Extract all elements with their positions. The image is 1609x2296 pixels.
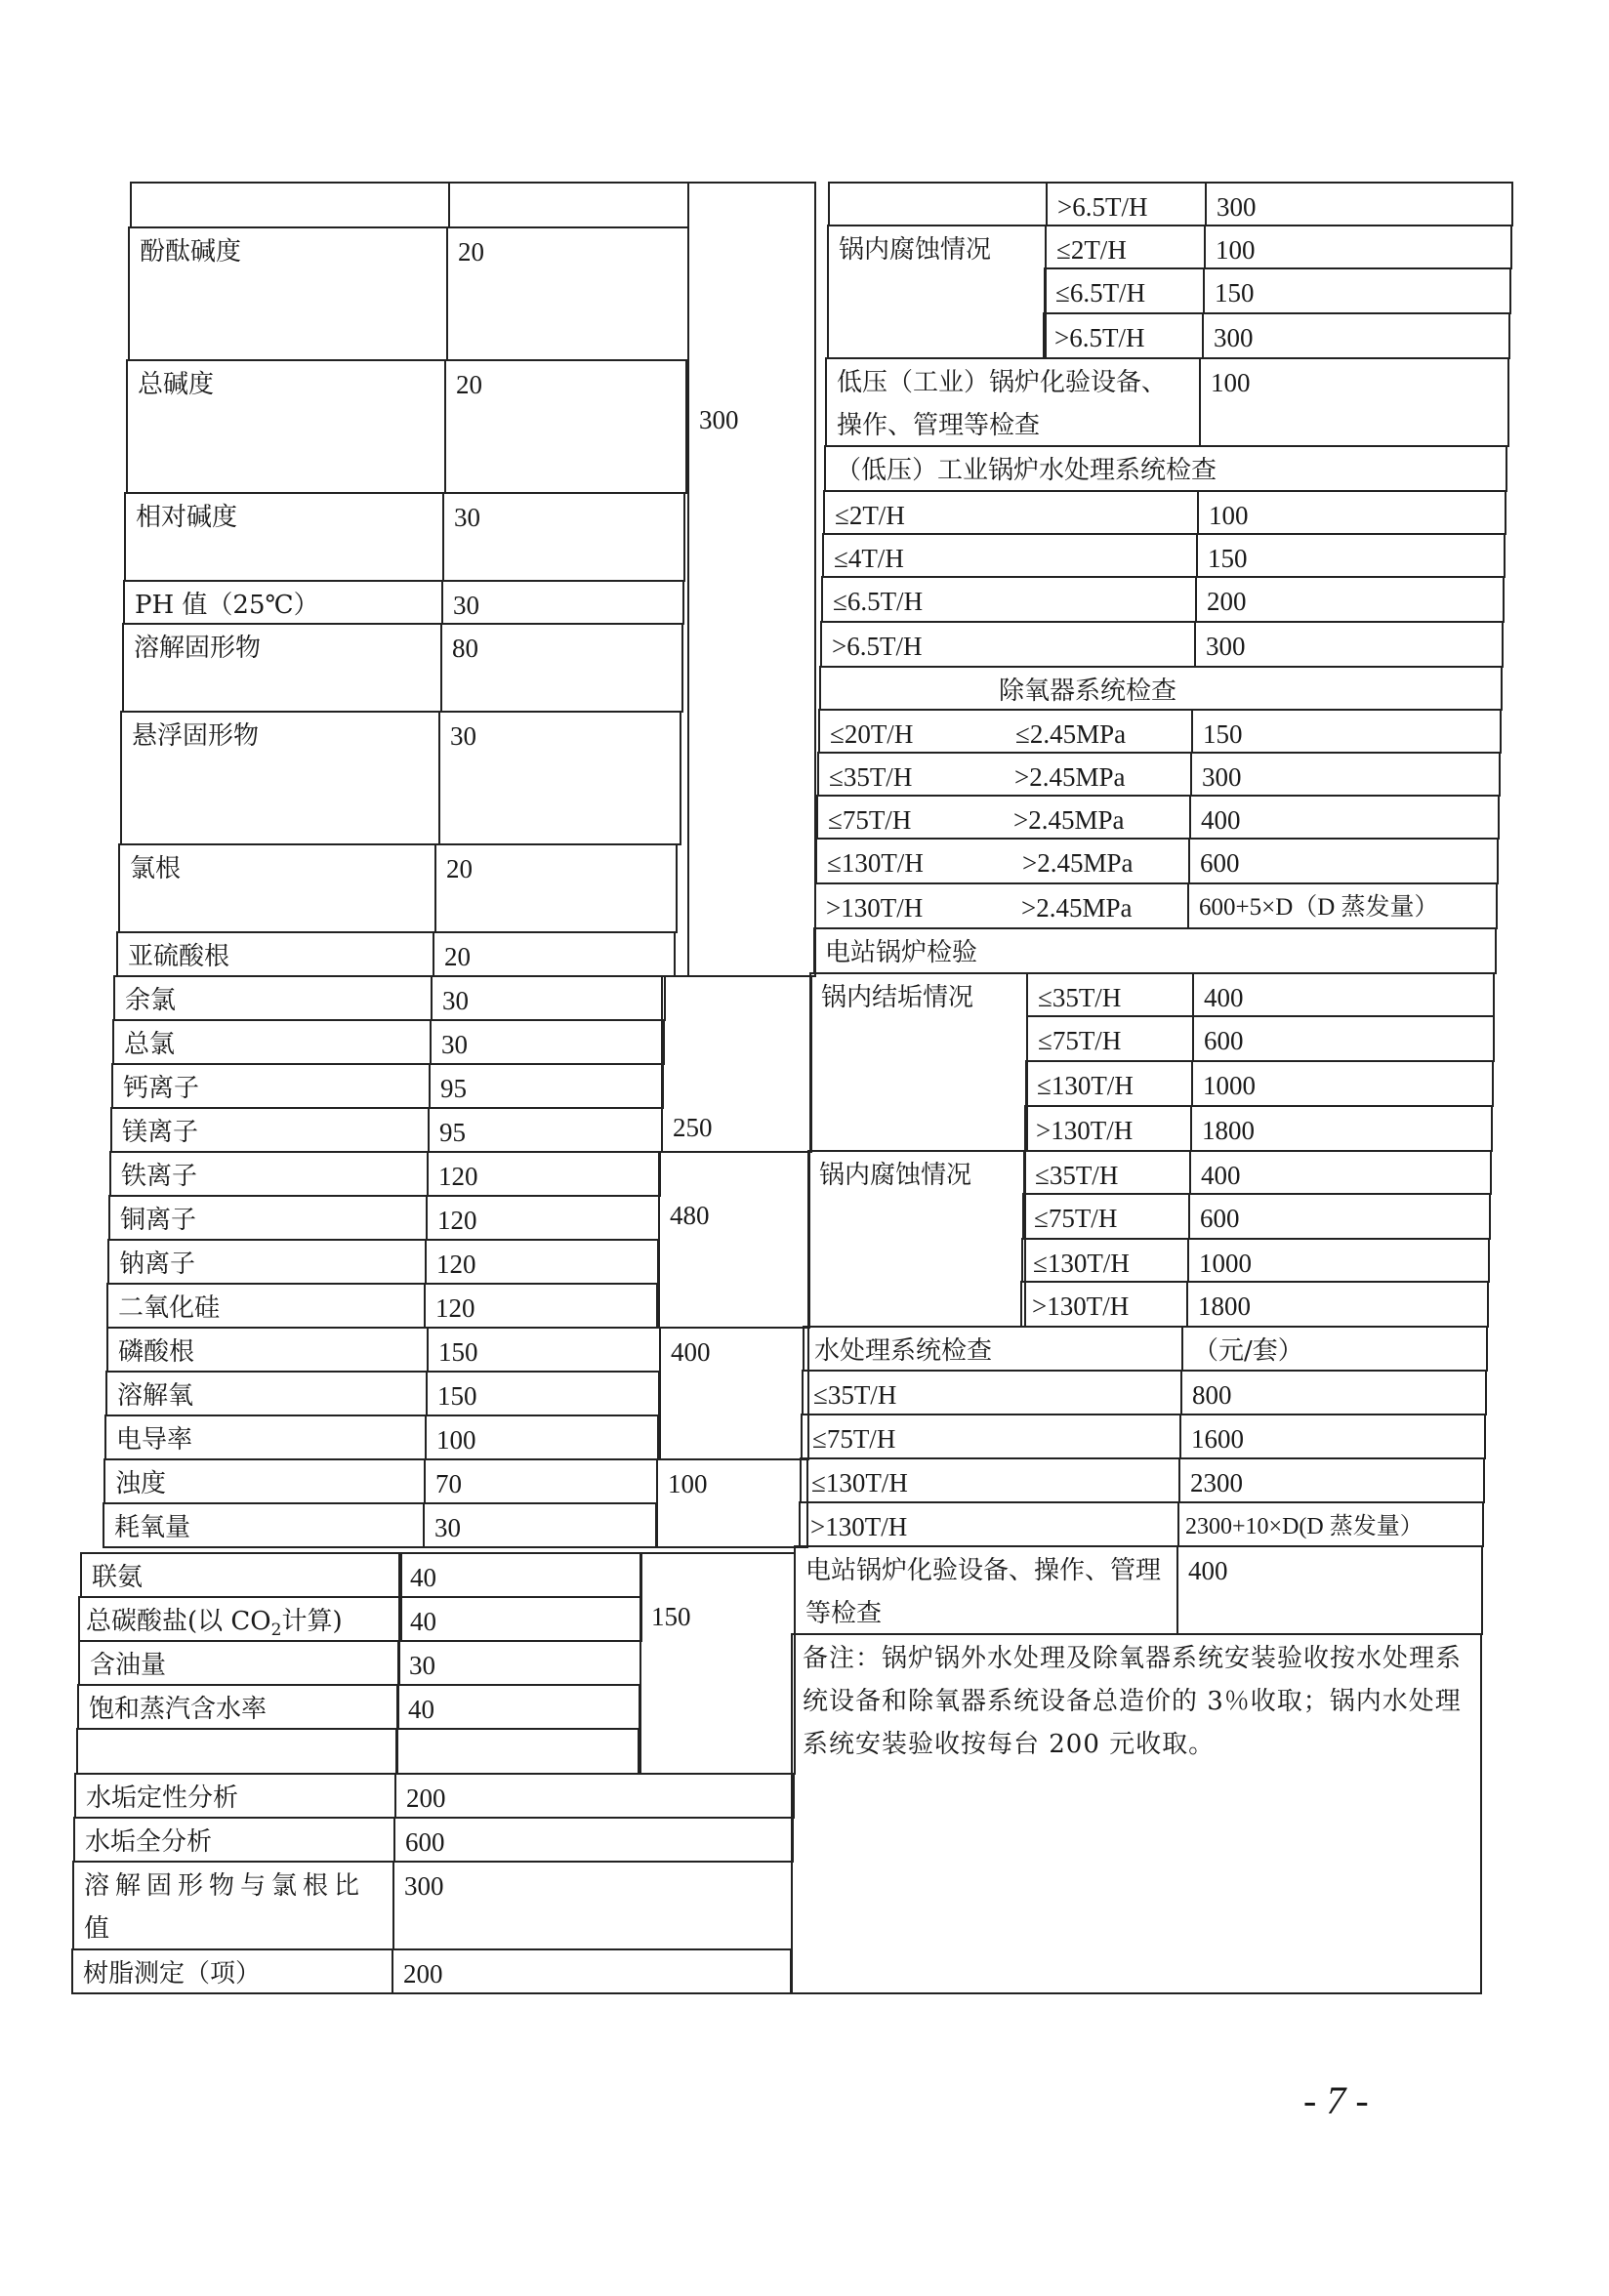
item-cell: 磷酸根	[106, 1327, 429, 1373]
label-cell: 电站锅炉化验设备、操作、管理等检查	[794, 1545, 1178, 1635]
price-cell: 30	[438, 711, 681, 845]
range-cell: ≤75T/H	[1022, 1193, 1190, 1240]
item-cell: 含油量	[78, 1640, 400, 1686]
item-text: 总碳酸盐(以 CO	[86, 1607, 271, 1636]
price-cell: 300	[1190, 752, 1501, 797]
item-cell: 铁离子	[109, 1151, 429, 1197]
item-cell: 溶解固形物	[122, 623, 442, 713]
price-cell: 600	[1188, 838, 1499, 884]
flow-text: ≤20T/H	[830, 719, 914, 749]
item-cell: 二氧化硅	[106, 1283, 426, 1329]
note-cell: 备注：锅炉锅外水处理及除氧器系统安装验收按水处理系统设备和除氧器系统设备总造价的 3％收取；锅内水处理系统安装验收按每台 200 元收取。	[791, 1633, 1482, 1994]
price-cell: 300	[1194, 621, 1504, 668]
label-cell: 锅内结垢情况	[809, 972, 1028, 1152]
item-cell: 酚酞碱度	[128, 226, 448, 361]
price-cell: 120	[427, 1151, 661, 1197]
price-cell: 30	[442, 492, 685, 582]
range-cell: ≤6.5T/H	[1044, 267, 1205, 314]
price-cell: 400	[1176, 1545, 1483, 1635]
flow-text: ≤35T/H	[829, 762, 913, 792]
price-cell: 100	[425, 1414, 659, 1460]
page-number: - 7 -	[1303, 2078, 1369, 2122]
group-price-cell: 400	[659, 1327, 809, 1460]
item-cell	[78, 1596, 402, 1642]
range-cell: >130T/H	[1024, 1105, 1192, 1152]
flow-text: >130T/H	[826, 893, 924, 922]
group-price-cell: 100	[656, 1458, 808, 1548]
section-title: 除氧器系统检查	[819, 666, 1503, 711]
price-cell: 120	[425, 1239, 659, 1285]
section-title: 水处理系统检查	[803, 1326, 1183, 1372]
price-cell: 95	[429, 1063, 664, 1109]
price-cell: 2300+10×D(D 蒸发量）	[1177, 1501, 1484, 1547]
price-cell: 1800	[1186, 1281, 1489, 1328]
price-cell: 600	[1192, 1015, 1495, 1062]
price-cell: 300	[1202, 312, 1510, 359]
price-cell: 1800	[1190, 1105, 1493, 1152]
range-cell: >130T/H	[799, 1501, 1179, 1547]
item-cell: 耗氧量	[103, 1502, 425, 1548]
item-cell: 钙离子	[111, 1063, 431, 1109]
range-cell: ≤130T/H	[1021, 1238, 1189, 1283]
price-cell: 1000	[1191, 1060, 1494, 1107]
item-cell: 铜离子	[108, 1195, 428, 1241]
range-cell: >130T/H	[1020, 1281, 1188, 1328]
range-cell: ≤130T/H	[800, 1457, 1180, 1503]
group-price-cell: 250	[661, 975, 812, 1153]
pressure-text: >2.45MPa	[1013, 805, 1125, 835]
price-cell: 30	[441, 580, 684, 625]
price-cell: 20	[434, 843, 678, 933]
item-cell: 总氯	[112, 1019, 432, 1065]
item-cell: 浊度	[103, 1458, 426, 1504]
unit-cell: （元/套）	[1181, 1326, 1488, 1372]
price-cell: 400	[1189, 1150, 1492, 1195]
item-cell: 镁离子	[110, 1107, 430, 1153]
range-cell: ≤35T/H	[1026, 972, 1194, 1017]
item-text: 计算)	[281, 1607, 343, 1636]
price-cell: 200	[394, 1773, 795, 1819]
flow-text: ≤130T/H	[827, 848, 924, 878]
range-cell: >6.5T/H	[820, 621, 1196, 668]
price-cell: 20	[444, 359, 687, 494]
item-cell: 氯根	[118, 843, 436, 933]
price-cell: 300	[1205, 182, 1513, 226]
price-cell: 150	[1196, 533, 1506, 578]
item-cell: PH 值（25℃）	[123, 580, 443, 625]
price-cell: 200	[1195, 576, 1505, 623]
price-cell: 1600	[1179, 1414, 1486, 1459]
price-cell: 120	[424, 1283, 658, 1329]
pressure-text: >2.45MPa	[1014, 762, 1126, 792]
price-cell	[448, 182, 689, 228]
item-cell	[130, 182, 450, 228]
section-title: （低压）工业锅炉水处理系统检查	[824, 445, 1507, 492]
item-cell: 水垢全分析	[73, 1817, 395, 1863]
price-cell: 600+5×D（D 蒸发量）	[1187, 882, 1498, 929]
price-cell: 120	[426, 1195, 660, 1241]
price-cell: 95	[428, 1107, 663, 1153]
pressure-text: ≤2.45MPa	[1015, 719, 1127, 749]
range-cell: ≤75T/H	[1026, 1015, 1194, 1062]
item-cell: 溶解氧	[105, 1371, 428, 1416]
item-cell: 钠离子	[107, 1239, 427, 1285]
subscript: 2	[270, 1620, 282, 1641]
range-cell: ≤2T/H	[1045, 225, 1206, 269]
range-cell: ≤35T/H	[1023, 1150, 1191, 1195]
price-cell: 150	[427, 1327, 661, 1373]
range-cell	[816, 795, 1191, 840]
price-cell: 1000	[1187, 1238, 1490, 1283]
price-cell: 100	[1204, 225, 1512, 269]
price-cell: 2300	[1178, 1457, 1485, 1503]
price-cell: 30	[430, 1019, 665, 1065]
item-cell: 相对碱度	[124, 492, 444, 582]
label-cell: 锅内腐蚀情况	[827, 225, 1047, 359]
price-cell	[395, 1728, 639, 1775]
price-cell: 300	[392, 1861, 793, 1950]
label-cell: 低压（工业）锅炉化验设备、操作、管理等检查	[825, 357, 1201, 447]
item-cell: 余氯	[113, 975, 433, 1021]
price-cell: 600	[1188, 1193, 1491, 1240]
group-price-cell: 300	[687, 182, 816, 977]
item-cell: 电导率	[104, 1414, 427, 1460]
price-cell: 100	[1199, 357, 1509, 447]
price-cell: 30	[423, 1502, 657, 1548]
range-cell	[818, 709, 1193, 754]
price-cell: 30	[431, 975, 666, 1021]
range-cell: ≤75T/H	[801, 1414, 1181, 1459]
item-cell: 总碱度	[126, 359, 446, 494]
price-cell: 400	[1189, 795, 1500, 840]
range-cell: >6.5T/H	[1043, 312, 1204, 359]
item-cell: 悬浮固形物	[120, 711, 440, 845]
item-cell: 亚硫酸根	[116, 931, 434, 977]
price-cell: 70	[424, 1458, 658, 1504]
group-price-cell: 480	[658, 1151, 810, 1329]
item-cell: 联氨	[80, 1552, 402, 1598]
range-cell: ≤35T/H	[802, 1370, 1182, 1415]
price-cell: 40	[398, 1552, 642, 1598]
label-cell	[828, 182, 1048, 226]
range-cell: ≤2T/H	[823, 490, 1199, 535]
group-price-cell: 150	[639, 1552, 796, 1775]
range-cell: ≤6.5T/H	[821, 576, 1197, 623]
price-cell: 80	[440, 623, 683, 713]
range-cell: ≤130T/H	[1025, 1060, 1193, 1107]
pressure-text: >2.45MPa	[1021, 893, 1133, 922]
price-cell: 150	[1191, 709, 1502, 754]
price-cell: 600	[393, 1817, 794, 1863]
price-cell: 20	[433, 931, 676, 977]
price-cell: 150	[426, 1371, 660, 1416]
range-cell: ≤4T/H	[822, 533, 1198, 578]
range-cell	[815, 838, 1190, 884]
price-cell: 150	[1203, 267, 1511, 314]
price-cell: 40	[398, 1596, 642, 1642]
price-cell: 30	[397, 1640, 641, 1686]
item-cell: 饱和蒸汽含水率	[77, 1684, 399, 1730]
pressure-text: >2.45MPa	[1022, 848, 1134, 878]
price-cell: 40	[396, 1684, 640, 1730]
label-cell: 锅内腐蚀情况	[807, 1150, 1026, 1328]
item-cell: 水垢定性分析	[74, 1773, 396, 1819]
flow-text: ≤75T/H	[828, 805, 912, 835]
price-cell: 400	[1192, 972, 1495, 1017]
price-cell: 200	[392, 1948, 792, 1994]
item-cell: 溶解固形物与氯根比值	[72, 1861, 394, 1950]
item-cell: 树脂测定（项）	[71, 1948, 393, 1994]
range-cell	[814, 882, 1189, 929]
item-cell	[76, 1728, 398, 1775]
section-title: 电站锅炉检验	[813, 927, 1497, 974]
price-cell: 100	[1197, 490, 1506, 535]
price-cell: 800	[1180, 1370, 1487, 1415]
price-cell: 20	[446, 226, 689, 361]
range-cell: >6.5T/H	[1046, 182, 1207, 226]
range-cell	[817, 752, 1192, 797]
